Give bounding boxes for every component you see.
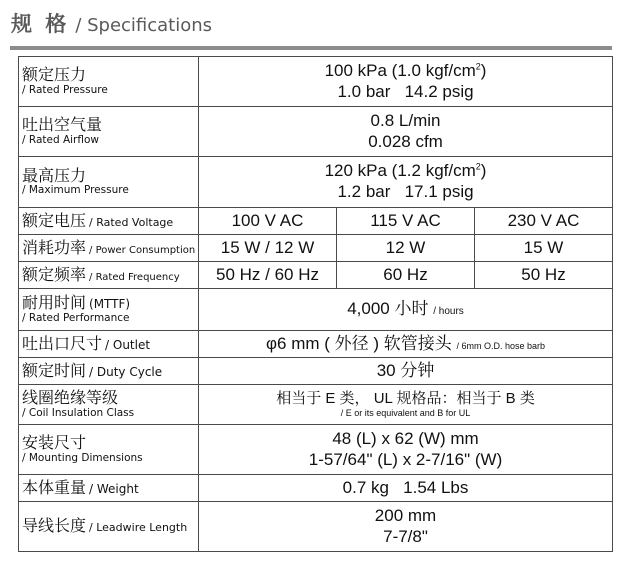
value-line: 1.2 bar 17.1 psig <box>337 182 474 201</box>
table-row <box>19 358 613 385</box>
label-en: / Rated Pressure <box>22 83 108 96</box>
value-line: 1.0 bar 14.2 psig <box>337 81 474 101</box>
label-zh: 吐出口尺寸 <box>22 333 103 353</box>
table-row <box>19 235 613 262</box>
row-label <box>19 385 199 425</box>
value-unit: / hours <box>433 306 464 318</box>
table-row <box>19 262 613 289</box>
power-230: 15 W <box>475 235 613 262</box>
table-row <box>19 289 613 331</box>
spec-table <box>18 56 613 552</box>
label-zh: 本体重量 <box>22 477 87 497</box>
value-line-end: ) <box>480 161 487 181</box>
label-zh: 安装尺寸 <box>22 433 87 453</box>
value-line: 0.028 cfm <box>368 131 443 151</box>
table-row <box>19 331 613 358</box>
label-en: / Rated Frequency <box>89 271 180 283</box>
label-zh: 额定时间 <box>22 360 87 380</box>
label-en: / Rated Performance <box>22 311 130 324</box>
table-row <box>19 425 613 475</box>
header-divider <box>10 46 612 50</box>
section-title-zh: 规 格 <box>11 12 70 36</box>
row-label <box>19 208 199 235</box>
label-en: / Leadwire Length <box>89 521 188 535</box>
value-line: 0.8 L/min <box>370 110 441 130</box>
row-value <box>199 385 613 425</box>
row-label <box>19 157 199 208</box>
power-115: 12 W <box>337 235 475 262</box>
row-label <box>19 262 199 289</box>
row-value <box>199 425 613 475</box>
row-label <box>19 289 199 331</box>
section-header <box>11 8 212 38</box>
table-row <box>19 385 613 425</box>
label-zh: 最高压力 <box>22 165 87 185</box>
label-en: / Power Consumption <box>89 244 196 256</box>
row-label <box>19 57 199 107</box>
row-label <box>19 475 199 502</box>
row-label <box>19 107 199 157</box>
voltage-230: 230 V AC <box>475 208 613 235</box>
label-zh: 耐用时间 <box>22 293 87 313</box>
voltage-100: 100 V AC <box>199 208 337 235</box>
row-label <box>19 331 199 358</box>
table-row <box>19 475 613 502</box>
label-en: / Rated Airflow <box>22 133 99 146</box>
voltage-115: 115 V AC <box>337 208 475 235</box>
freq-115: 60 Hz <box>337 262 475 289</box>
row-value <box>199 502 613 552</box>
row-value <box>199 107 613 157</box>
freq-230: 50 Hz <box>475 262 613 289</box>
label-en: / Weight <box>89 481 139 496</box>
label-en: / Outlet <box>105 337 151 352</box>
label-zh: 额定压力 <box>22 65 87 85</box>
superscript: 2 <box>475 61 481 72</box>
value-line: 48 (L) x 62 (W) mm <box>332 428 479 448</box>
superscript: 2 <box>475 161 481 172</box>
value-note: / 6mm O.D. hose barb <box>456 340 546 351</box>
table-row <box>19 208 613 235</box>
value-main: 4,000 小时 <box>347 299 429 319</box>
label-en: / Rated Voltage <box>89 215 174 229</box>
row-value <box>199 157 613 208</box>
value-line: 200 mm <box>374 505 437 525</box>
label-en: / Duty Cycle <box>89 364 163 379</box>
row-label <box>19 425 199 475</box>
label-en: / Coil Insulation Class <box>22 406 135 419</box>
row-value <box>199 331 613 358</box>
row-label <box>19 502 199 552</box>
value-line: 1-57/64" (L) x 2-7/16" (W) <box>308 449 503 469</box>
label-zh: 线圈绝缘等级 <box>22 388 119 408</box>
freq-100: 50 Hz / 60 Hz <box>199 262 337 289</box>
label-en: / Mounting Dimensions <box>22 451 143 464</box>
power-100: 15 W / 12 W <box>199 235 337 262</box>
row-value: 30 分钟 <box>199 358 613 385</box>
value-line: 7-7/8" <box>383 526 428 546</box>
value-main: φ6 mm ( 外径 ) 软管接头 <box>266 333 452 353</box>
row-value: 0.7 kg 1.54 Lbs <box>199 475 613 502</box>
label-zh-suffix: (MTTF) <box>89 297 131 312</box>
label-zh: 导线长度 <box>22 516 87 536</box>
table-row <box>19 502 613 552</box>
row-value <box>199 57 613 107</box>
row-value <box>199 289 613 331</box>
value-line: 100 kPa (1.0 kgf/cm <box>324 60 476 80</box>
label-zh: 额定频率 <box>22 264 87 284</box>
value-line-en: / E or its equivalent and B for UL <box>340 408 471 419</box>
table-row <box>19 157 613 208</box>
label-zh: 消耗功率 <box>22 237 87 257</box>
label-en: / Maximum Pressure <box>22 184 129 197</box>
value-line: 120 kPa (1.2 kgf/cm <box>324 161 476 181</box>
section-title-en: / Specifications <box>75 15 213 36</box>
row-label <box>19 235 199 262</box>
value-line-end: ) <box>480 60 487 80</box>
table-row <box>19 107 613 157</box>
label-zh: 吐出空气量 <box>22 115 103 135</box>
row-label <box>19 358 199 385</box>
value-line: 相当于 E 类， UL 规格品：相当于 B 类 <box>276 389 535 407</box>
table-row <box>19 57 613 107</box>
label-zh: 额定电压 <box>22 210 87 230</box>
